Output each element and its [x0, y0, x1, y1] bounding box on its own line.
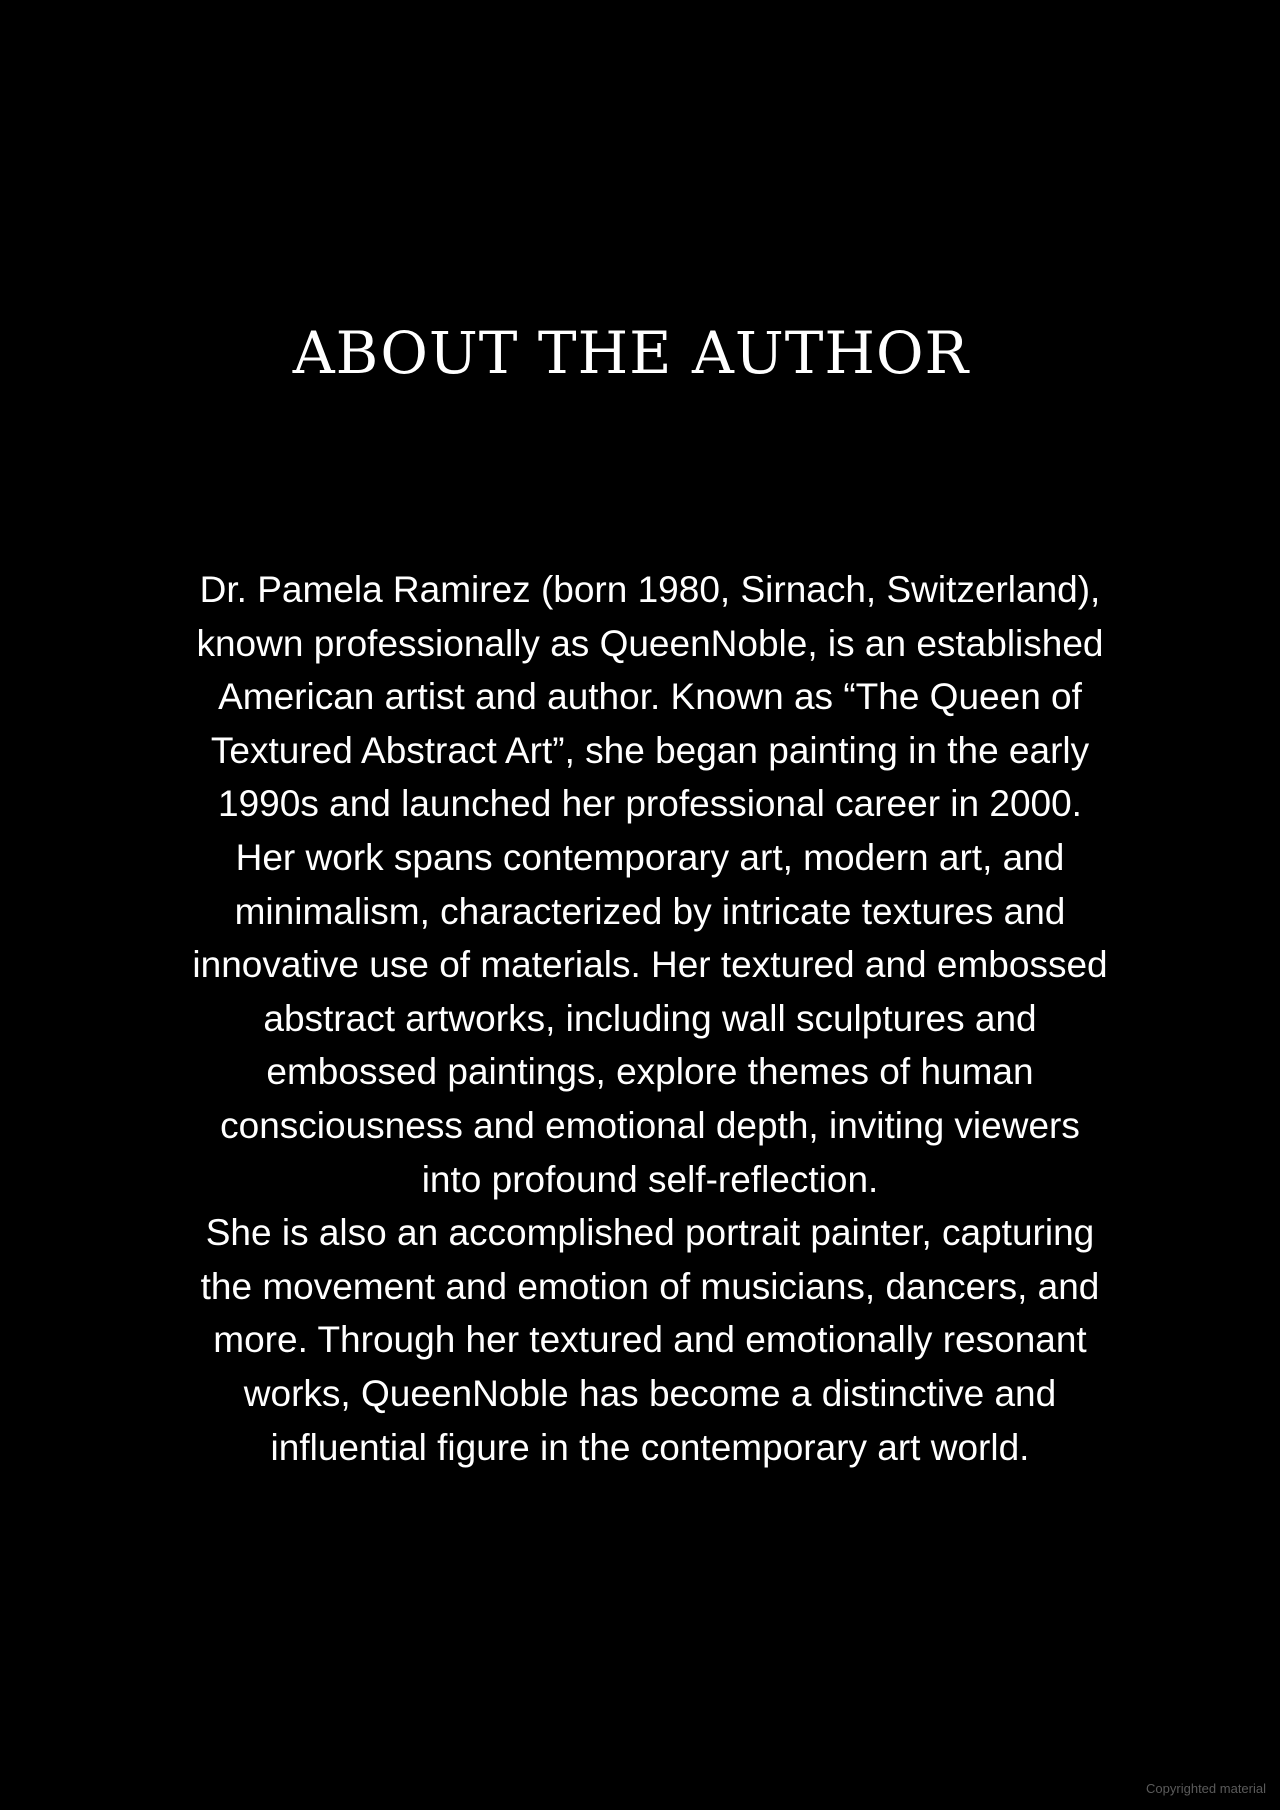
- bio-line: She is also an accomplished portrait painter, capturing: [205, 1212, 1095, 1254]
- bio-line: innovative use of materials. Her textured and embossed: [192, 944, 1108, 986]
- copyright-watermark: Copyrighted material: [1146, 1781, 1266, 1796]
- author-bio: [110, 563, 1190, 1474]
- bio-line: Textured Abstract Art”, she began painting in the early: [210, 729, 1090, 771]
- bio-line: into profound self-reflection.: [421, 1158, 879, 1200]
- bio-line: more. Through her textured and emotionally resonant: [213, 1319, 1087, 1361]
- bio-paragraph-2: [110, 1206, 1190, 1474]
- bio-line: consciousness and emotional depth, inviting viewers: [220, 1104, 1080, 1146]
- bio-line: works, QueenNoble has become a distinctive and: [243, 1372, 1057, 1414]
- bio-line: embossed paintings, explore themes of human: [266, 1051, 1034, 1093]
- bio-paragraph-1: [110, 563, 1190, 1206]
- bio-line: abstract artworks, including wall sculptures and: [263, 997, 1037, 1039]
- page-title: ABOUT THE AUTHOR: [292, 319, 970, 387]
- bio-line: American artist and author. Known as “The Queen of: [218, 676, 1082, 718]
- bio-line: minimalism, characterized by intricate textures and: [234, 890, 1066, 932]
- bio-line: known professionally as QueenNoble, is an established: [196, 622, 1104, 664]
- bio-line: influential figure in the contemporary art world.: [270, 1426, 1030, 1468]
- bio-line: the movement and emotion of musicians, dancers, and: [200, 1265, 1100, 1307]
- bio-line: Her work spans contemporary art, modern art, and: [235, 836, 1065, 878]
- bio-line: 1990s and launched her professional career in 2000.: [218, 783, 1082, 825]
- bio-line: Dr. Pamela Ramirez (born 1980, Sirnach, Switzerland),: [199, 569, 1101, 610]
